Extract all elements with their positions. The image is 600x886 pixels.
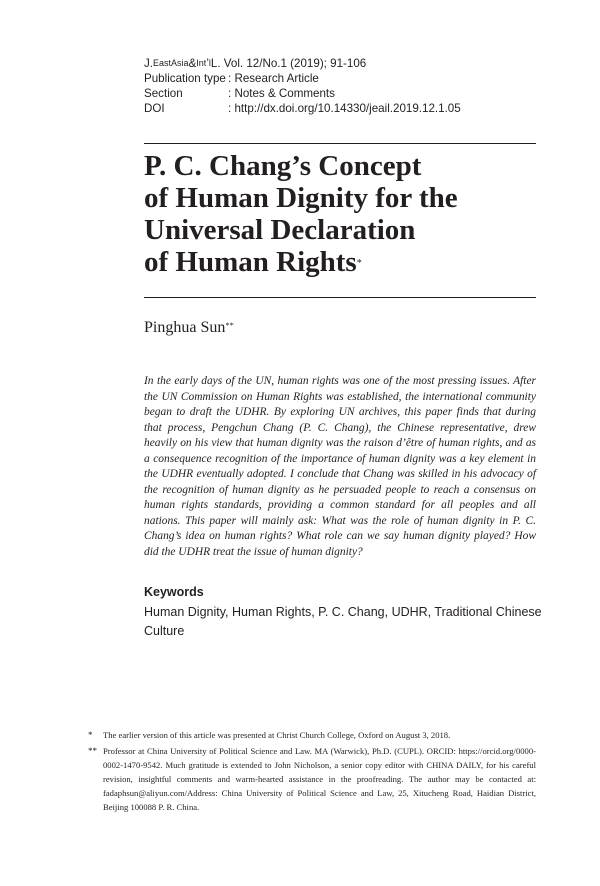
meta-value: : Notes & Comments	[228, 87, 335, 100]
abstract: In the early days of the UN, human rights was one of the most pressing issues. After the UN Commission on Human Rights was established, the international community began to draft the UDHR. By exploring UN archives, this paper finds that during that process, Pengchun Chang (P. C. Chang), the Chinese representative, drew heavily on his view that human dignity was the raison d’être of human rights, and as a consequence recognition of the importance of human dignity was a key element in the UDHR eventually adopted. I conclude that Chang was skilled in his advocacy of the recognition of human dignity as he persuaded people to reach a consensus on human rights standards, providing a common standard for all peoples and all nations. This paper will mainly ask: What was the role of human dignity in P. C. Chang’s idea on human rights? What role can we say human dignity played? How did the UDHR treat the issue of human dignity?	[144, 375, 536, 558]
meta-key: Publication type	[144, 72, 226, 85]
doi-link[interactable]: : http://dx.doi.org/10.14330/jeail.2019.12.1.05	[228, 102, 461, 115]
footnote-text: The earlier version of this article was presented at Christ Church College, Oxford on August 3, 2018.	[103, 730, 451, 740]
doi-row	[144, 101, 461, 116]
footnote	[88, 744, 536, 814]
title-line: of Human Dignity for the	[144, 182, 458, 214]
title-footnote-mark[interactable]: *	[356, 258, 362, 269]
keywords-list: Human Dignity, Human Rights, P. C. Chang, UDHR, Traditional Chinese Culture	[144, 605, 542, 638]
footnote-text: Professor at China University of Political Science and Law. MA (Warwick), Ph.D. (CUPL). ORCID: https://orcid.org/0000-0002-1470-9542. Much gratitude is extended to John Nicholson, a senior copy editor with CHINA DAILY, for his careful revision, insightful comments and warm-hearted assistance in the proofreading. The author may be contacted at: fadaphsun@aliyun.com/Address: China University of Political Science and Law, 25, Xitucheng Road, Haidian District, Beijing 100088 P. R. China.	[103, 746, 536, 812]
meta-key: DOI	[144, 102, 165, 115]
title-bottom-rule	[144, 297, 536, 298]
publication-type-row	[144, 71, 461, 86]
meta-key: Section	[144, 87, 183, 100]
article-metadata	[144, 56, 461, 116]
footnote	[88, 728, 536, 742]
author-name: Pinghua Sun**	[144, 319, 234, 336]
meta-value: : Research Article	[228, 72, 319, 85]
title-line: of Human Rights*	[144, 246, 362, 278]
author-footnote-mark[interactable]: **	[225, 320, 234, 330]
keywords-heading: Keywords	[144, 585, 204, 599]
footnotes	[88, 728, 536, 816]
section-row	[144, 86, 461, 101]
title-line: Universal Declaration	[144, 214, 416, 246]
journal-citation: J. East Asia & Int ’ l L. Vol. 12/No.1 (2019); 91-106	[144, 57, 367, 70]
footnote-mark: *	[88, 730, 93, 740]
article-title	[144, 150, 536, 278]
title-line: P. C. Chang’s Concept	[144, 150, 422, 182]
title-top-rule	[144, 143, 536, 144]
footnote-mark: **	[88, 746, 97, 756]
